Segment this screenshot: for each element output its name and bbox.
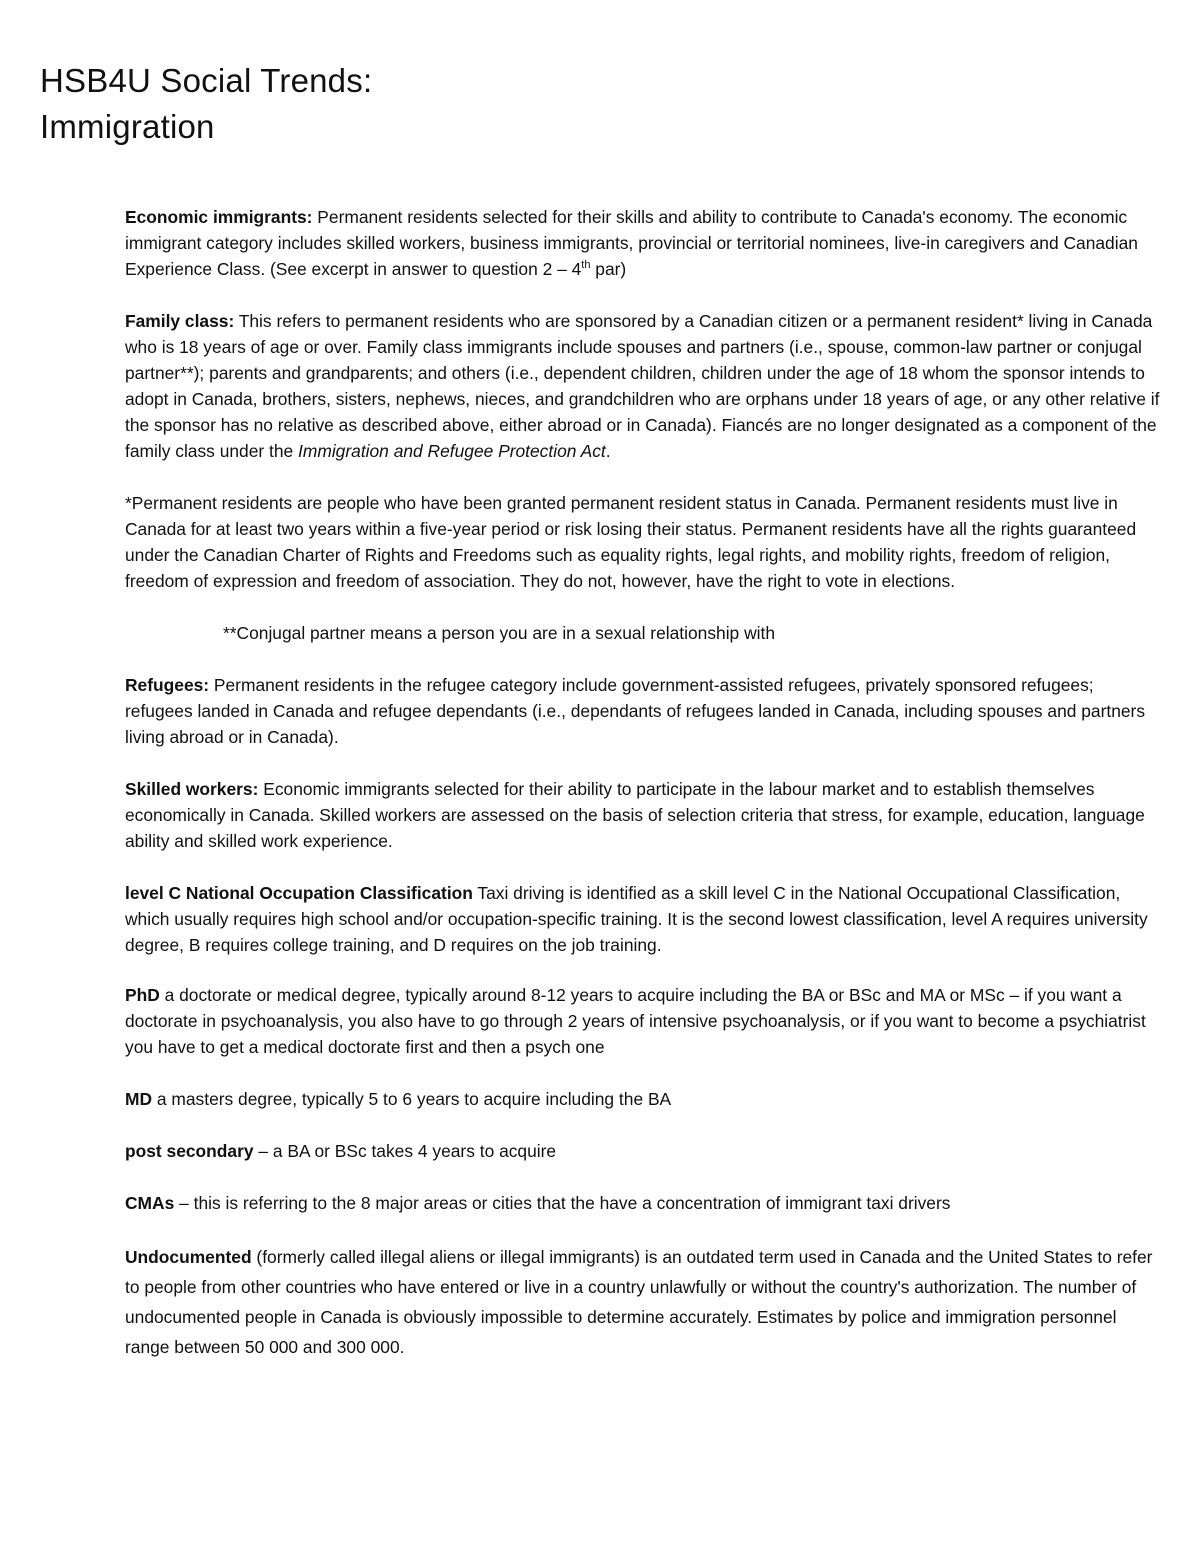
definition-economic-immigrants-end: par) [590, 259, 627, 279]
paragraph-permanent-residents-note: *Permanent residents are people who have been granted permanent resident status in Canada. Permanent residents must live in Canada for at least two years within a five-year period or risk losing their status. Permanent residents have all the rights guaranteed under the Canadian Charter of Rights and Freedoms such as equality rights, legal rights, and mobility rights, freedom of religion, freedom of expression and freedom of association. They do not, however, have the right to vote in elections. [125, 493, 1137, 591]
term-undocumented: Undocumented [125, 1247, 252, 1267]
paragraph-md [125, 1086, 1165, 1112]
paragraph-refugees [125, 672, 1165, 750]
paragraph-cmas [125, 1190, 1165, 1216]
paragraph-skilled-workers [125, 776, 1165, 854]
paragraph-level-c [125, 880, 1165, 958]
definition-phd: a doctorate or medical degree, typically around 8-12 years to acquire including the BA or BSc and MA or MSc – if you want a doctorate in psychoanalysis, you also have to go through 2 years of intensive psychoanalysis, or if you want to become a psychiatrist you have to get a medical doctorate first and then a psych one [125, 985, 1146, 1057]
page-title [40, 58, 372, 150]
definition-family-class-end: . [605, 441, 611, 461]
term-level-c: level C National Occupation Classification [125, 883, 473, 903]
term-phd: PhD [125, 985, 160, 1005]
definition-undocumented: (formerly called illegal aliens or illegal immigrants) is an outdated term used in Canada and the United States to refer to people from other countries who have entered or live in a country unlawfully or without the country's authorization. The number of undocumented people in Canada is obviously impossible to determine accurately. Estimates by police and immigration personnel range between 50 000 and 300 000. [125, 1247, 1153, 1357]
title-line-1: HSB4U Social Trends: [40, 62, 373, 99]
term-skilled-workers: Skilled workers: [125, 779, 259, 799]
paragraph-phd [125, 982, 1165, 1060]
term-md: MD [125, 1089, 153, 1109]
term-refugees: Refugees: [125, 675, 210, 695]
superscript-th: th [581, 259, 591, 272]
paragraph-conjugal-partner-note: **Conjugal partner means a person you are in a sexual relationship with [223, 623, 775, 643]
document-body [125, 204, 1165, 1388]
term-cmas: CMAs [125, 1193, 175, 1213]
definition-post-secondary: – a BA or BSc takes 4 years to acquire [253, 1141, 557, 1161]
definition-family-class: This refers to permanent residents who are sponsored by a Canadian citizen or a permanent resident* living in Canada who is 18 years of age or over. Family class immigrants include spouses and partners (i.e., spouse, common-law partner or conjugal partner**); parents and grandparents; and others (i.e., dependent children, children under the age of 18 whom the sponsor intends to adopt in Canada, brothers, sisters, nephews, nieces, and grandchildren who are orphans under 18 years of age, or any other relative if the sponsor has no relative as described above, either abroad or in Canada). Fiancés are no longer designated as a component of the family class under the [125, 311, 1160, 461]
definition-md: a masters degree, typically 5 to 6 years to acquire including the BA [152, 1089, 672, 1109]
term-post-secondary: post secondary [125, 1141, 254, 1161]
definition-refugees: Permanent residents in the refugee category include government-assisted refugees, privately sponsored refugees; refugees landed in Canada and refugee dependants (i.e., dependants of refugees landed in Canada, including spouses and partners living abroad or in Canada). [125, 675, 1146, 747]
term-economic-immigrants: Economic immigrants: [125, 207, 313, 227]
paragraph-undocumented [125, 1242, 1165, 1362]
paragraph-family-class [125, 308, 1165, 464]
title-line-2: Immigration [40, 108, 215, 145]
paragraph-economic-immigrants [125, 204, 1165, 282]
definition-level-c: Taxi driving is identified as a skill level C in the National Occupational Classification, which usually requires high school and/or occupation-specific training. It is the second lowest classification, level A requires university degree, B requires college training, and D requires on the job training. [125, 883, 1148, 955]
term-family-class: Family class: [125, 311, 235, 331]
paragraph-post-secondary [125, 1138, 1165, 1164]
definition-cmas: – this is referring to the 8 major areas or cities that the have a concentration of immigrant taxi drivers [174, 1193, 951, 1213]
act-name: Immigration and Refugee Protection Act [298, 441, 606, 461]
definition-economic-immigrants: Permanent residents selected for their skills and ability to contribute to Canada's economy. The economic immigrant category includes skilled workers, business immigrants, provincial or territorial nominees, live-in caregivers and Canadian Experience Class. (See excerpt in answer to question 2 – 4 [125, 207, 1138, 279]
definition-skilled-workers: Economic immigrants selected for their ability to participate in the labour market and to establish themselves economically in Canada. Skilled workers are assessed on the basis of selection criteria that stress, for example, education, language ability and skilled work experience. [125, 779, 1145, 851]
